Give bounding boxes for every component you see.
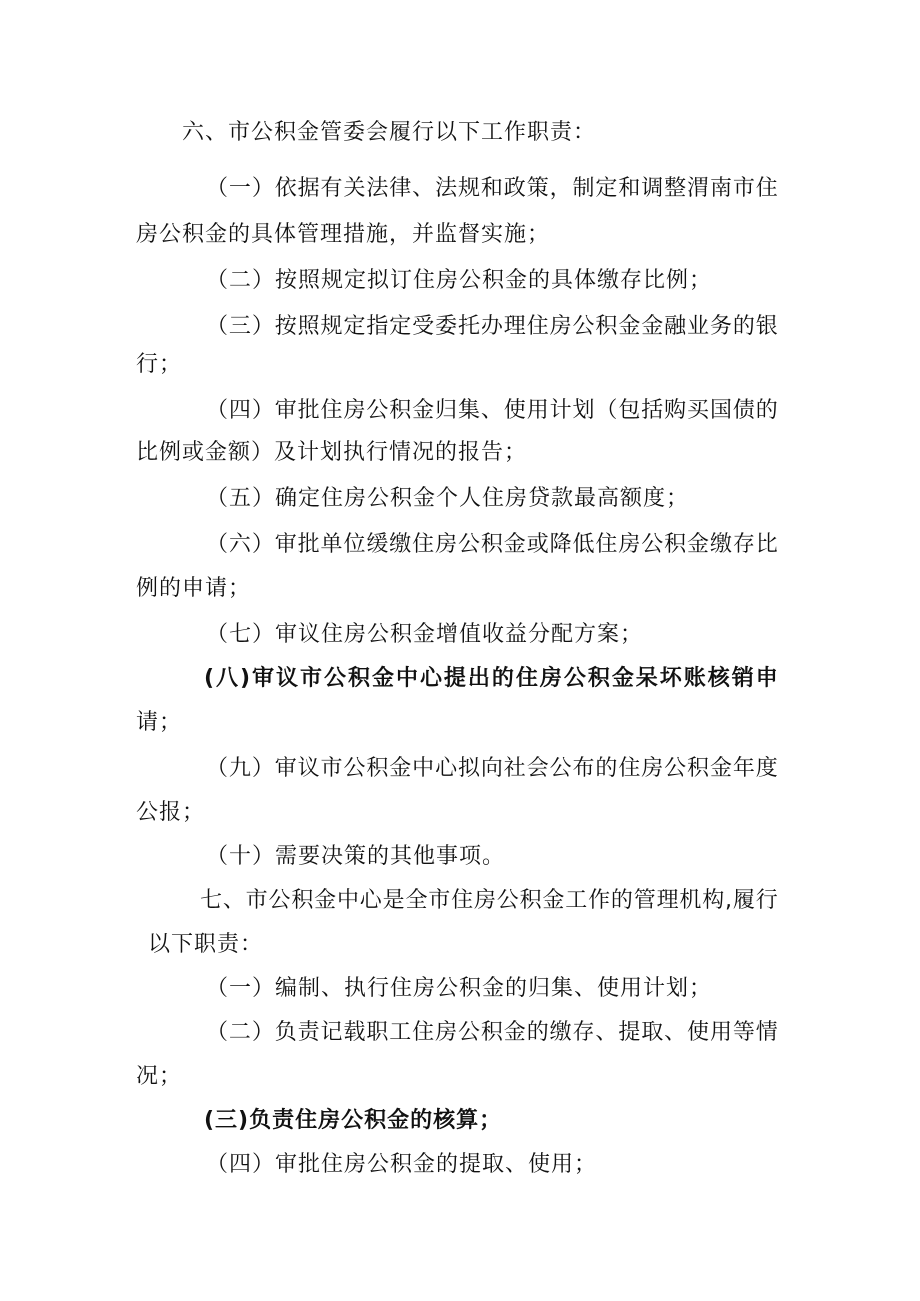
glyph: 六 — [228, 532, 251, 557]
paragraph-line: 公报； — [136, 800, 206, 825]
glyph: 批 — [297, 532, 320, 557]
paragraph-line: 例的申请； — [136, 576, 252, 601]
glyph: 情 — [755, 1020, 778, 1045]
glyph: 的 — [595, 756, 618, 781]
glyph: 法 — [435, 176, 458, 201]
glyph: 七 — [200, 888, 223, 913]
glyph: 市 — [428, 888, 451, 913]
glyph: 定 — [343, 314, 366, 339]
glyph: 市 — [732, 176, 755, 201]
glyph: 社 — [503, 756, 526, 781]
glyph: 出 — [467, 666, 490, 691]
glyph: 积 — [366, 756, 389, 781]
glyph: 房 — [641, 756, 664, 781]
glyph: 核 — [707, 666, 730, 691]
glyph: 策 — [526, 176, 549, 201]
glyph: 工 — [389, 1020, 412, 1045]
glyph: 作 — [588, 888, 611, 913]
glyph: 集 — [457, 398, 480, 423]
glyph: 用 — [526, 398, 549, 423]
glyph: ， — [549, 176, 572, 201]
glyph: 四 — [228, 398, 251, 423]
glyph: 坏 — [659, 666, 682, 691]
glyph: （ — [206, 314, 229, 339]
glyph: 金 — [503, 1020, 526, 1045]
glyph: 位 — [343, 532, 366, 557]
glyph: 金 — [503, 532, 526, 557]
glyph: 房 — [343, 398, 366, 423]
glyph: 金 — [709, 756, 732, 781]
glyph: 受 — [412, 314, 435, 339]
glyph: 定 — [389, 314, 412, 339]
section-heading-7 — [200, 886, 778, 916]
glyph: 向 — [480, 756, 503, 781]
glyph: 务 — [709, 314, 732, 339]
glyph: 的 — [732, 314, 755, 339]
glyph: 金 — [687, 532, 710, 557]
glyph: 积 — [347, 666, 370, 691]
glyph: 住 — [412, 532, 435, 557]
glyph: 关 — [343, 176, 366, 201]
section-heading-6: 六、市公积金管委会履行以下工作职责： — [182, 120, 597, 145]
glyph: 、 — [664, 1020, 687, 1045]
paragraph-line — [204, 664, 778, 694]
glyph: 市 — [245, 888, 268, 913]
glyph: 积 — [587, 666, 610, 691]
paragraph-line — [206, 312, 778, 342]
paragraph-line — [206, 754, 778, 784]
glyph: 房 — [618, 532, 641, 557]
glyph: ) — [240, 666, 251, 691]
glyph: 的 — [755, 398, 778, 423]
glyph: 定 — [595, 176, 618, 201]
glyph: ） — [251, 1020, 274, 1045]
glyph: （ — [206, 398, 229, 423]
glyph: 律 — [389, 176, 412, 201]
glyph: 公 — [641, 532, 664, 557]
glyph: 申 — [755, 666, 778, 691]
glyph: 托 — [457, 314, 480, 339]
glyph: 渭 — [687, 176, 710, 201]
glyph: 年 — [732, 756, 755, 781]
glyph: （ — [206, 176, 229, 201]
glyph: 依 — [274, 176, 297, 201]
glyph: 制 — [572, 176, 595, 201]
glyph: 的 — [491, 666, 514, 691]
glyph: 积 — [480, 532, 503, 557]
glyph: 金 — [611, 666, 634, 691]
glyph: 、 — [222, 888, 245, 913]
glyph: 中 — [336, 888, 359, 913]
glyph: 积 — [480, 1020, 503, 1045]
glyph: 心 — [419, 666, 442, 691]
paragraph-line: （七）审议住房公积金增值收益分配方案； — [206, 622, 644, 647]
paragraph-line: 房公积金的具体管理措施，并监督实施； — [136, 222, 551, 247]
glyph: 账 — [683, 666, 706, 691]
glyph: 缓 — [366, 532, 389, 557]
glyph: 公 — [366, 398, 389, 423]
glyph: 职 — [366, 1020, 389, 1045]
glyph: 规 — [320, 314, 343, 339]
glyph: 房 — [549, 314, 572, 339]
glyph: 议 — [297, 756, 320, 781]
paragraph-line — [206, 174, 778, 204]
paragraph-line: （四）审批住房公积金的提取、使用； — [206, 1152, 598, 1177]
glyph: 金 — [389, 756, 412, 781]
glyph: 积 — [664, 532, 687, 557]
glyph: 单 — [320, 532, 343, 557]
glyph: 用 — [709, 1020, 732, 1045]
glyph: 金 — [641, 314, 664, 339]
glyph: 积 — [389, 398, 412, 423]
glyph: （ — [206, 1020, 229, 1045]
glyph: 履 — [732, 888, 755, 913]
glyph: 住 — [526, 314, 549, 339]
glyph: ） — [251, 532, 274, 557]
glyph: 负 — [274, 1020, 297, 1045]
glyph: 一 — [228, 176, 251, 201]
glyph: 调 — [641, 176, 664, 201]
glyph: （ — [206, 756, 229, 781]
glyph: 金 — [412, 398, 435, 423]
paragraph-line: 行； — [136, 352, 183, 377]
glyph: 存 — [732, 532, 755, 557]
glyph: 积 — [519, 888, 542, 913]
glyph: 审 — [252, 666, 275, 691]
glyph: 整 — [664, 176, 687, 201]
paragraph-line: 比例或金额）及计划执行情况的报告； — [136, 440, 528, 465]
paragraph-line — [206, 1018, 778, 1048]
glyph: 南 — [709, 176, 732, 201]
glyph: 议 — [276, 666, 299, 691]
glyph: ） — [251, 756, 274, 781]
glyph: 积 — [291, 888, 314, 913]
glyph: 住 — [451, 888, 474, 913]
glyph: 金 — [371, 666, 394, 691]
glyph: 住 — [755, 176, 778, 201]
glyph: 公 — [457, 532, 480, 557]
glyph: 的 — [526, 1020, 549, 1045]
glyph: 计 — [549, 398, 572, 423]
glyph: 房 — [435, 532, 458, 557]
glyph: 住 — [618, 756, 641, 781]
glyph: 规 — [457, 176, 480, 201]
glyph: 住 — [515, 666, 538, 691]
glyph: （ — [206, 532, 229, 557]
glyph: 业 — [687, 314, 710, 339]
glyph: 政 — [503, 176, 526, 201]
glyph: 八 — [216, 666, 239, 691]
glyph: 住 — [412, 1020, 435, 1045]
glyph: 是 — [382, 888, 405, 913]
glyph: 审 — [274, 756, 297, 781]
glyph: 等 — [732, 1020, 755, 1045]
paragraph-line: (三)负责住房公积金的核算； — [204, 1108, 503, 1133]
glyph: 工 — [565, 888, 588, 913]
glyph: 金 — [314, 888, 337, 913]
glyph: 包 — [618, 398, 641, 423]
glyph: 归 — [435, 398, 458, 423]
paragraph-line: （二）按照规定拟订住房公积金的具体缴存比例； — [206, 268, 713, 293]
paragraph-line: （五）确定住房公积金个人住房贷款最高额度； — [206, 486, 690, 511]
glyph: 公 — [496, 888, 519, 913]
glyph: 公 — [572, 314, 595, 339]
glyph: 责 — [297, 1020, 320, 1045]
paragraph-line — [206, 396, 778, 426]
glyph: 金 — [618, 314, 641, 339]
glyph: 行 — [755, 888, 778, 913]
glyph: 债 — [732, 398, 755, 423]
glyph: 、 — [412, 176, 435, 201]
paragraph-line — [206, 530, 778, 560]
glyph: 使 — [687, 1020, 710, 1045]
glyph: 公 — [343, 756, 366, 781]
glyph: 审 — [274, 398, 297, 423]
glyph: 指 — [366, 314, 389, 339]
glyph: 买 — [687, 398, 710, 423]
glyph: 存 — [572, 1020, 595, 1045]
glyph: 二 — [228, 1020, 251, 1045]
glyph: 布 — [572, 756, 595, 781]
glyph: 房 — [539, 666, 562, 691]
glyph: 载 — [343, 1020, 366, 1045]
glyph: 取 — [641, 1020, 664, 1045]
glyph: 全 — [405, 888, 428, 913]
glyph: 住 — [595, 532, 618, 557]
glyph: 办 — [480, 314, 503, 339]
glyph: 住 — [320, 398, 343, 423]
glyph: 或 — [526, 532, 549, 557]
glyph: 房 — [473, 888, 496, 913]
glyph: 缴 — [709, 532, 732, 557]
glyph: 括 — [641, 398, 664, 423]
paragraph-line: 请； — [136, 710, 183, 735]
glyph: 划 — [572, 398, 595, 423]
glyph: 公 — [324, 666, 347, 691]
glyph: 按 — [274, 314, 297, 339]
glyph: 批 — [297, 398, 320, 423]
glyph: 中 — [412, 756, 435, 781]
glyph: 公 — [563, 666, 586, 691]
paragraph-line: 况； — [136, 1064, 183, 1089]
glyph: 积 — [687, 756, 710, 781]
glyph: 缴 — [549, 1020, 572, 1045]
glyph: 、 — [595, 1020, 618, 1045]
glyph: 银 — [755, 314, 778, 339]
glyph: ( — [204, 666, 215, 691]
glyph: 提 — [443, 666, 466, 691]
glyph: 机 — [679, 888, 702, 913]
glyph: 会 — [526, 756, 549, 781]
glyph: 和 — [618, 176, 641, 201]
glyph: 房 — [435, 1020, 458, 1045]
glyph: 构 — [702, 888, 725, 913]
glyph: 使 — [503, 398, 526, 423]
glyph: 记 — [320, 1020, 343, 1045]
glyph: 购 — [664, 398, 687, 423]
glyph: ） — [251, 398, 274, 423]
paragraph-line: 以下职责： — [148, 932, 264, 957]
glyph: 公 — [268, 888, 291, 913]
glyph: 降 — [549, 532, 572, 557]
glyph: 据 — [297, 176, 320, 201]
glyph: 度 — [755, 756, 778, 781]
glyph: 提 — [618, 1020, 641, 1045]
glyph: 市 — [300, 666, 323, 691]
glyph: 缴 — [389, 532, 412, 557]
glyph: 有 — [320, 176, 343, 201]
glyph: ） — [251, 176, 274, 201]
glyph: 、 — [480, 398, 503, 423]
glyph: 的 — [610, 888, 633, 913]
glyph: 比 — [755, 532, 778, 557]
glyph: , — [725, 888, 733, 913]
glyph: 审 — [274, 532, 297, 557]
glyph: 金 — [542, 888, 565, 913]
glyph: 委 — [435, 314, 458, 339]
glyph: 国 — [709, 398, 732, 423]
glyph: 呆 — [635, 666, 658, 691]
glyph: 管 — [633, 888, 656, 913]
glyph: 理 — [656, 888, 679, 913]
glyph: 九 — [228, 756, 251, 781]
glyph: （ — [595, 398, 618, 423]
glyph: 销 — [731, 666, 754, 691]
glyph: 和 — [480, 176, 503, 201]
glyph: 三 — [228, 314, 251, 339]
paragraph-line: （一）编制、执行住房公积金的归集、使用计划； — [206, 976, 713, 1001]
glyph: 心 — [435, 756, 458, 781]
glyph: 低 — [572, 532, 595, 557]
glyph: 积 — [595, 314, 618, 339]
glyph: 公 — [457, 1020, 480, 1045]
paragraph-line: （十）需要决策的其他事项。 — [206, 844, 506, 869]
glyph: 融 — [664, 314, 687, 339]
glyph: 心 — [359, 888, 382, 913]
glyph: 理 — [503, 314, 526, 339]
glyph: 法 — [366, 176, 389, 201]
glyph: ） — [251, 314, 274, 339]
glyph: 照 — [297, 314, 320, 339]
glyph: 中 — [395, 666, 418, 691]
glyph: 市 — [320, 756, 343, 781]
glyph: 公 — [664, 756, 687, 781]
glyph: 拟 — [457, 756, 480, 781]
glyph: 公 — [549, 756, 572, 781]
